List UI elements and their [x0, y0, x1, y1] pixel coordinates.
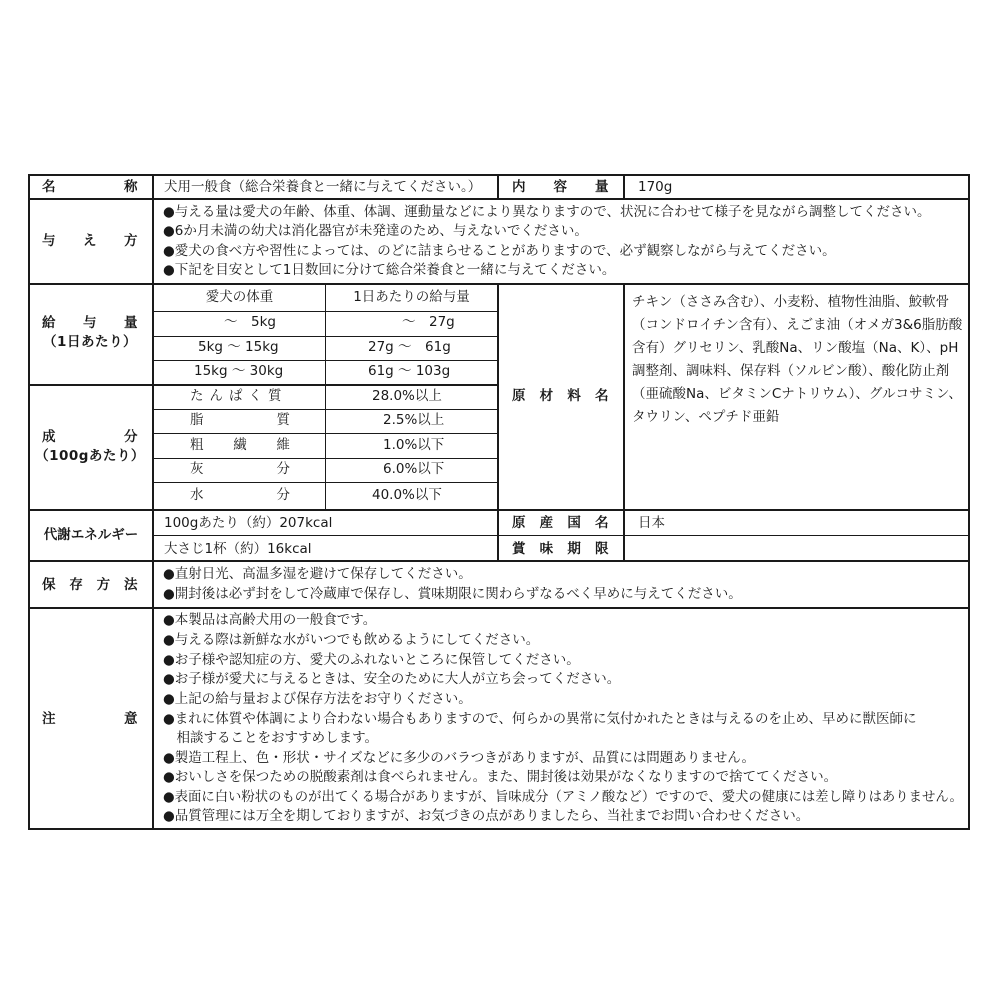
feeding-label: 与 え 方	[42, 233, 138, 249]
feeding-item: ●愛犬の食べ方や習性によっては、のどに詰まらせることがありますので、必ず観察しながら与えてください。	[163, 243, 836, 259]
amount-cell: 〜 27g	[402, 314, 455, 330]
volume-value: 170g	[638, 179, 673, 195]
amount-label-sub: （1日あたり）	[43, 334, 137, 350]
name-label-char-2: 称	[124, 179, 138, 195]
volume-label: 内 容 量	[512, 179, 609, 195]
caution-item: ●お子様が愛犬に与えるときは、安全のために大人が立ち会ってください。	[163, 671, 621, 687]
name-label	[42, 178, 138, 197]
caution-item: ●本製品は高齢犬用の一般食です。	[163, 612, 377, 628]
weight-header: 愛犬の体重	[205, 289, 274, 305]
storage-item: ●開封後は必ず封をして冷蔵庫で保存し、賞味期限に関わらずなるべく早めに与えてください。	[163, 586, 742, 602]
storage-label: 保 存 方 法	[42, 577, 138, 593]
divider	[497, 283, 499, 562]
feeding-item: ●与える量は愛犬の年齢、体重、体調、運動量などにより異なりますので、状況に合わせて様子を見ながら調整してください。	[163, 204, 931, 220]
materials-label: 原 材 料 名	[512, 388, 609, 404]
component-name: 灰 分	[190, 461, 290, 477]
caution-item: ●製造工程上、色・形状・サイズなどに多少のバラつきがありますが、品質には問題ありません。	[163, 750, 756, 766]
name-value: 犬用一般食（総合栄養食と一緒に与えてください。）	[164, 179, 482, 195]
storage-item: ●直射日光、高温多湿を避けて保存してください。	[163, 566, 472, 582]
divider	[28, 607, 970, 609]
component-name: 水 分	[190, 487, 290, 503]
component-name: たんぱく質	[190, 388, 288, 404]
caution-item: ●まれに体質や体調により合わない場合もありますので、何らかの異常に気付かれたときは与えるのを止め、早めに獣医師に	[163, 711, 917, 727]
divider	[28, 509, 970, 511]
caution-item: ●品質管理には万全を期しておりますが、お気づきの点がありましたら、当社までお問い合わせください。	[163, 808, 810, 824]
weight-cell: 〜 5kg	[224, 314, 276, 330]
component-value: 40.0%以下	[372, 487, 442, 503]
energy-per100g: 100gあたり（約）207kcal	[164, 515, 333, 531]
divider	[28, 283, 970, 285]
component-value: 1.0%以下	[383, 437, 445, 453]
caution-item: ●お子様や認知症の方、愛犬のふれないところに保管してください。	[163, 652, 580, 668]
name-label-char-1: 名	[42, 179, 56, 195]
amount-label: 給 与 量	[42, 315, 138, 331]
caution-item: 相談することをおすすめします。	[163, 730, 379, 746]
caution-item: ●上記の給与量および保存方法をお守りください。	[163, 691, 472, 707]
amount-header: 1日あたりの給与量	[353, 289, 470, 305]
caution-item: ●表面に白い粉状のものが出てくる場合がありますが、旨味成分（アミノ酸など）ですので、愛犬の健康には差し障りはありません。	[163, 789, 963, 805]
component-name: 粗 繊 維	[190, 437, 290, 453]
expiry-label: 賞 味 期 限	[512, 541, 609, 557]
component-value: 6.0%以下	[383, 461, 445, 477]
origin-label: 原 産 国 名	[512, 515, 609, 531]
materials-text: チキン（ささみ含む）、小麦粉、植物性油脂、鮫軟骨（コンドロイチン含有）、えごま油（オメガ3&6脂肪酸含有）グリセリン、乳酸Na、リン酸塩（Na、K）、pH調整剤、調味料、保存料（ソルビン酸）、酸化防止剤（亜硫酸Na、ビタミンCナトリウム）、グルコサミン、タウリン、ペプチド亜鉛	[632, 294, 963, 425]
feeding-item: ●6か月未満の幼犬は消化器官が未発達のため、与えないでください。	[163, 223, 588, 239]
divider	[152, 535, 970, 536]
caution-item: ●おいしさを保つための脱酸素剤は食べられません。また、開封後は効果がなくなりますので捨ててください。	[163, 769, 838, 785]
origin-value: 日本	[638, 515, 665, 531]
divider	[497, 174, 499, 200]
component-value: 28.0%以上	[372, 388, 442, 404]
divider	[28, 384, 498, 386]
amount-cell: 27g 〜 61g	[368, 339, 451, 355]
caution-item: ●与える際は新鮮な水がいつでも飲めるようにしてください。	[163, 632, 540, 648]
component-name: 脂 質	[190, 412, 290, 428]
components-label: 成 分	[42, 429, 138, 445]
caution-label: 注 意	[42, 711, 138, 727]
amount-cell: 61g 〜 103g	[368, 363, 451, 379]
divider	[623, 283, 625, 562]
energy-label: 代謝エネルギー	[43, 527, 139, 543]
weight-cell: 5kg 〜 15kg	[198, 339, 279, 355]
divider	[623, 174, 625, 200]
weight-cell: 15kg 〜 30kg	[194, 363, 284, 379]
feeding-item: ●下記を目安として1日数回に分けて総合栄養食と一緒に与えてください。	[163, 262, 616, 278]
divider	[325, 283, 326, 509]
divider	[152, 174, 154, 830]
energy-per-spoon: 大さじ1杯（約）16kcal	[164, 541, 312, 557]
components-label-sub: （100gあたり）	[35, 448, 145, 464]
divider	[28, 560, 970, 562]
component-value: 2.5%以上	[383, 412, 445, 428]
divider	[28, 198, 970, 200]
